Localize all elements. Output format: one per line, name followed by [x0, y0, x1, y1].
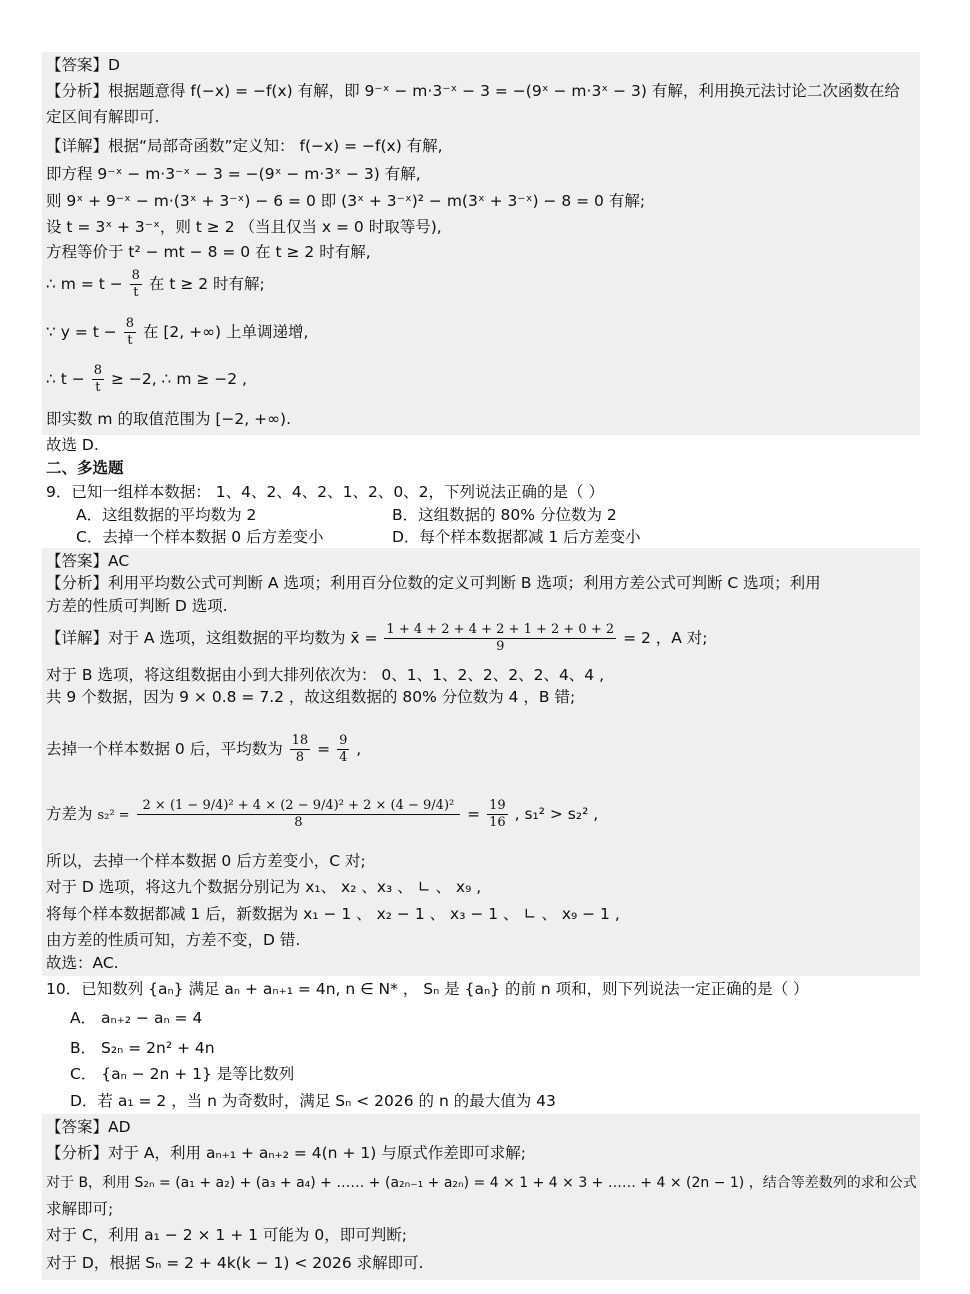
q8-answer: 【答案】D [46, 56, 120, 74]
q9-option-c: C．去掉一个样本数据 0 后方差变小 [76, 528, 324, 546]
fraction-8-over-t: $\frac{8}{t}$ [93, 363, 102, 395]
q8-detail-line-3: 则 9ˣ + 9⁻ˣ − m·(3ˣ + 3⁻ˣ) − 6 = 0 即 (3ˣ + 3⁻ˣ)² − m(3ˣ + 3⁻ˣ) − 8 = 0 有解; [46, 192, 646, 210]
q8-detail-line-7: ∵ y = t − $\frac{8}{t}$ 在 [2, +∞) 上单调递增, [46, 316, 309, 348]
variance-fraction: $\frac{\text{2 × (1 − 9/4)² + 4 × (2 − 9/4)² + 2 × (4 − 9/4)²}}{8}$ [137, 798, 461, 831]
q8-detail-line-1: 【详解】根据“局部奇函数”定义知： f(−x) = −f(x) 有解, [46, 137, 443, 155]
q10-answer: 【答案】AD [46, 1118, 131, 1136]
q8-detail-line-5: 方程等价于 t² − mt − 8 = 0 在 t ≥ 2 时有解, [46, 243, 371, 261]
q8-analysis-line-1: 【分析】根据题意得 f(−x) = −f(x) 有解，即 9⁻ˣ − m·3⁻ˣ − 3 = −(9ˣ − m·3ˣ − 3) 有解，利用换元法讨论二次函数在给 [46, 82, 900, 100]
q10-option-d: D．若 a₁ = 2 ，当 n 为奇数时，满足 Sₙ < 2026 的 n 的最大值为 43 [70, 1092, 556, 1110]
q10-analysis-line-4: 对于 C，利用 a₁ − 2 × 1 + 1 可能为 0，即可判断; [46, 1226, 407, 1244]
fraction-8-over-t: $\frac{8}{t}$ [131, 268, 140, 300]
fraction-18-over-8: $\frac{18}{8}$ [291, 733, 309, 765]
q8-detail-line-9: 即实数 m 的取值范围为 [−2, +∞). [46, 410, 292, 428]
q10-analysis-line-2: 对于 B，利用 S₂ₙ = (a₁ + a₂) + (a₃ + a₄) + …… + (a₂ₙ₋₁ + a₂ₙ) = 4 × 1 + 4 × 3 + …… + 4 × (2n − 1) ，结合等差数列的求和公式 [46, 1175, 917, 1191]
fraction-9-over-4: $\frac{9}{4}$ [339, 733, 348, 765]
section-heading-multiple-choice: 二、多选题 [46, 459, 124, 477]
q9-detail-line-4: 去掉一个样本数据 0 后，平均数为 $\frac{18}{8}$ = $\frac{9}{4}$ , [46, 733, 362, 765]
q10-stem: 10．已知数列 {aₙ} 满足 aₙ + aₙ₊₁ = 4n, n ∈ N* ， Sₙ 是 {aₙ} 的前 n 项和，则下列说法一定正确的是（ ） [46, 980, 809, 998]
q9-detail-line-6: 所以，去掉一个样本数据 0 后方差变小，C 对; [46, 852, 366, 870]
q9-answer: 【答案】AC [46, 552, 130, 570]
q8-analysis-line-2: 定区间有解即可. [46, 108, 160, 126]
q9-analysis-line-1: 【分析】利用平均数公式可判断 A 选项；利用百分位数的定义可判断 B 选项；利用方差公式可判断 C 选项；利用 [46, 574, 821, 592]
fraction-8-over-t: $\frac{8}{t}$ [125, 316, 135, 348]
q10-option-b: B． S₂ₙ = 2n² + 4n [70, 1039, 215, 1057]
q9-detail-line-2: 对于 B 选项，将这组数据由小到大排列依次为： 0、1、1、2、2、2、2、4、4 , [46, 666, 605, 684]
q8-detail-line-4: 设 t = 3ˣ + 3⁻ˣ，则 t ≥ 2 （当且仅当 x = 0 时取等号), [46, 218, 442, 236]
fraction-19-over-16: $\frac{19}{16}$ [489, 798, 506, 830]
q9-analysis-line-2: 方差的性质可判断 D 选项. [46, 597, 228, 615]
q9-option-d: D．每个样本数据都减 1 后方差变小 [392, 528, 641, 546]
mean-fraction: $\frac{1 + 4 + 2 + 4 + 2 + 1 + 2 + 0 + 2}{9}$ [386, 622, 615, 654]
q10-analysis-line-1: 【分析】对于 A，利用 aₙ₊₁ + aₙ₊₂ = 4(n + 1) 与原式作差即可求解; [46, 1144, 526, 1162]
q9-detail-line-9: 由方差的性质可知，方差不变，D 错. [46, 931, 301, 949]
q10-analysis-line-5: 对于 D，根据 Sₙ = 2 + 4k(k − 1) < 2026 求解即可. [46, 1254, 424, 1272]
q10-option-a: A． aₙ₊₂ − aₙ = 4 [70, 1009, 203, 1027]
q8-detail-line-6: ∴ m = t − $\frac{8}{t}$ 在 t ≥ 2 时有解; [46, 268, 265, 300]
q10-analysis-line-3: 求解即可; [46, 1200, 114, 1218]
q8-choose: 故选 D. [46, 436, 99, 454]
q10-option-c: C． {aₙ − 2n + 1} 是等比数列 [70, 1065, 295, 1083]
q9-detail-line-8: 将每个样本数据都减 1 后，新数据为 x₁ − 1 、 x₂ − 1 、 x₃ − 1 、 ∟ 、 x₉ − 1 , [46, 905, 620, 923]
q9-detail-line-1: 【详解】对于 A 选项，这组数据的平均数为 x̄ = $\frac{1 + 4 + 2 + 4 + 2 + 1 + 2 + 0 + 2}{9}$ = 2 ，A 对; [46, 622, 708, 654]
q9-detail-line-3: 共 9 个数据，因为 9 × 0.8 = 7.2 ，故这组数据的 80% 分位数为 4 ，B 错; [46, 688, 576, 706]
q9-option-b: B．这组数据的 80% 分位数为 2 [392, 506, 617, 524]
q9-detail-line-5: 方差为 s₂² = $\frac{\text{2 × (1 − 9/4)² + 4 × (2 − 9/4)² + 2 × (4 − 9/4)²}}{8}$ = $\frac{19}{16}$ , s₁² > s₂² , [46, 798, 599, 830]
q9-choose: 故选：AC. [46, 954, 119, 972]
q9-option-a: A．这组数据的平均数为 2 [76, 506, 257, 524]
q8-detail-line-8: ∴ t − $\frac{8}{t}$ ≥ −2, ∴ m ≥ −2 , [46, 363, 247, 395]
q9-detail-line-7: 对于 D 选项，将这九个数据分别记为 x₁、 x₂ 、x₃ 、 ∟ 、 x₉ , [46, 878, 482, 896]
q8-detail-line-2: 即方程 9⁻ˣ − m·3⁻ˣ − 3 = −(9ˣ − m·3ˣ − 3) 有解, [46, 165, 421, 183]
q9-stem: 9．已知一组样本数据： 1、4、2、4、2、1、2、0、2，下列说法正确的是（ ） [46, 483, 604, 501]
